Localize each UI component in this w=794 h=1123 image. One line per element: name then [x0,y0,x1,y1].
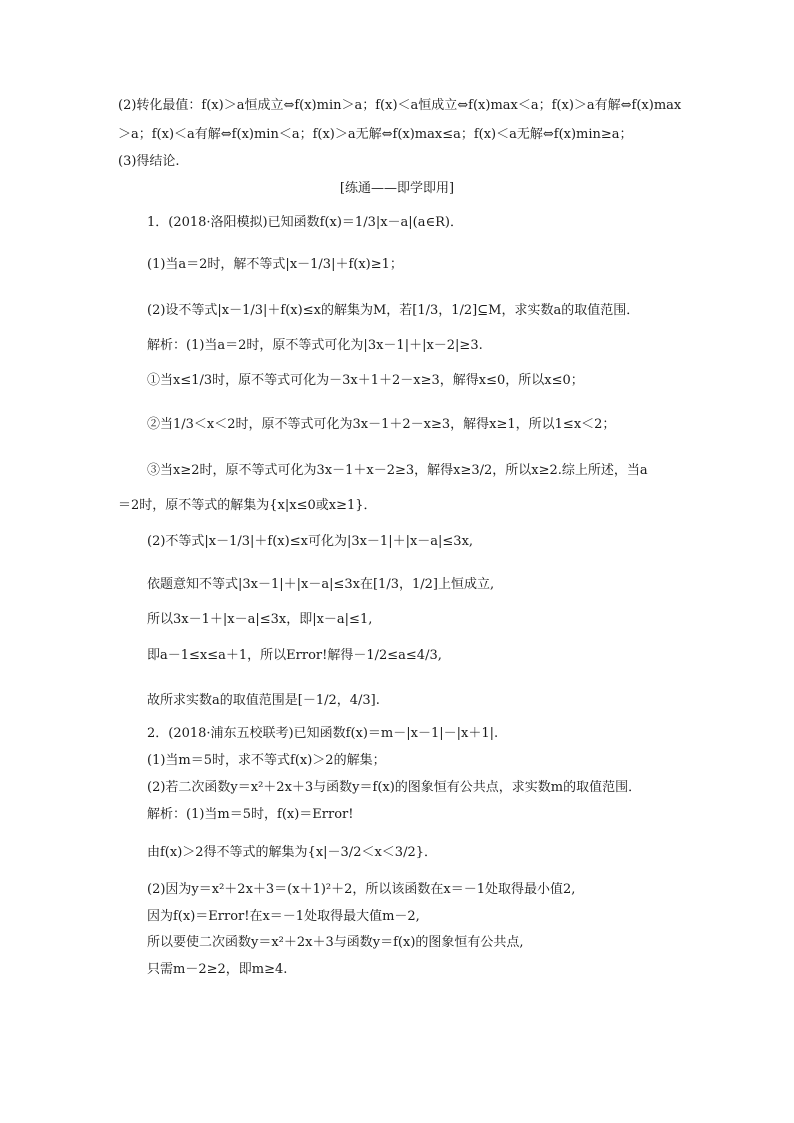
problem1-part2-line-4: 即a－1≤x≤a＋1，所以Error!解得－1/2≤a≤4/3, [147,648,442,663]
problem2-stem: 2．(2018·浦东五校联考)已知函数f(x)＝m－|x－1|－|x＋1|. [147,726,499,741]
problem1-case-2: ②当1/3＜x＜2时，原不等式可化为3x－1＋2－x≥3，解得x≥1，所以1≤x＜2； [147,417,616,432]
section-title: [练通——即学即用] [339,181,455,196]
problem2-solution-2: 由f(x)＞2得不等式的解集为{x|－3/2＜x＜3/2}． [147,845,437,860]
problem2-solution-5: 所以要使二次函数y＝x²＋2x＋3与函数y＝f(x)的图象恒有公共点, [147,935,524,950]
problem1-part2-line-1: (2)不等式|x－1/3|＋f(x)≤x可化为|3x－1|＋|x－a|≤3x, [147,534,474,549]
problem1-question-1: (1)当a＝2时，解不等式|x－1/3|＋f(x)≥1； [147,257,403,272]
problem2-solution-6: 只需m－2≥2，即m≥4. [147,962,288,977]
intro-line-3: (3)得结论. [118,154,180,169]
problem1-case-3: ③当x≥2时，原不等式可化为3x－1＋x－2≥3，解得x≥3/2，所以x≥2.综上所述，当a [147,463,648,478]
problem1-stem: 1．(2018·洛阳模拟)已知函数f(x)＝1/3|x－a|(a∈R)． [147,215,463,230]
problem1-part2-line-5: 故所求实数a的取值范围是[－1/2，4/3]. [147,693,380,708]
problem1-part2-line-3: 所以3x－1＋|x－a|≤3x，即|x－a|≤1, [147,612,373,627]
problem1-part2-line-2: 依题意知不等式|3x－1|＋|x－a|≤3x在[1/3，1/2]上恒成立, [147,577,495,592]
intro-line-2: ＞a；f(x)＜a有解⇔f(x)min＜a；f(x)＞a无解⇔f(x)max≤a；f(x)＜a无解⇔f(x)min≥a； [118,127,633,142]
problem1-question-2: (2)设不等式|x－1/3|＋f(x)≤x的解集为M，若[1/3，1/2]⊆M，求实数a的取值范围． [147,303,640,318]
problem2-question-2: (2)若二次函数y＝x²＋2x＋3与函数y＝f(x)的图象恒有公共点，求实数m的取值范围． [147,780,642,795]
problem2-solution-4: 因为f(x)＝Error!在x＝－1处取得最大值m－2, [147,909,420,924]
problem1-case-3-continued: ＝2时，原不等式的解集为{x|x≤0或x≥1}． [118,498,377,513]
problem2-solution-3: (2)因为y＝x²＋2x＋3＝(x＋1)²＋2，所以该函数在x＝－1处取得最小值2, [147,882,576,897]
problem2-solution-1: 解析：(1)当m＝5时，f(x)＝Error! [147,807,354,822]
problem1-case-1: ①当x≤1/3时，原不等式可化为－3x＋1＋2－x≥3，解得x≤0，所以x≤0； [147,373,584,388]
problem1-solution-intro: 解析：(1)当a＝2时，原不等式可化为|3x－1|＋|x－2|≥3. [147,338,483,353]
intro-line-1: (2)转化最值：f(x)＞a恒成立⇔f(x)min＞a；f(x)＜a恒成立⇔f(x)max＜a；f(x)＞a有解⇔f(x)max [118,98,682,113]
problem2-question-1: (1)当m＝5时，求不等式f(x)＞2的解集； [147,753,386,768]
